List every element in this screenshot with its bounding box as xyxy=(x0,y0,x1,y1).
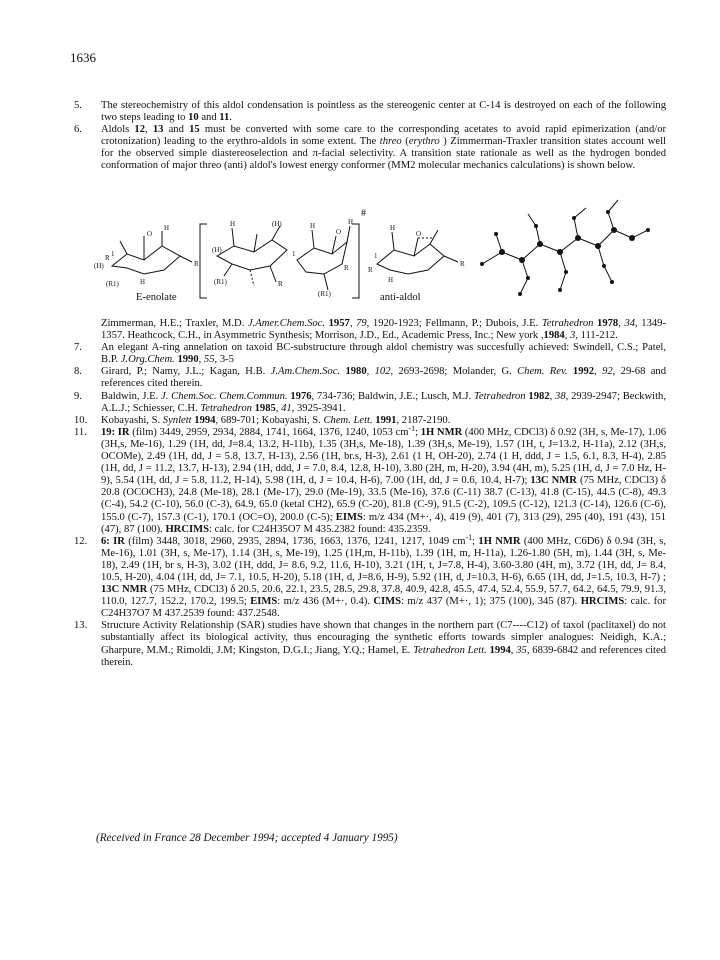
note-6 xyxy=(74,124,666,172)
note-text: Aldols 12, 13 and 15 must be converted with some care to the corresponding acetates to avoid rapid epimerization (and/or crotonization) leading to the erythro-aldols in some extent. The threo (erythro ) Zimmerman-Traxler transition states account well for the observed simple diastereoselection and π-facial selectivity. A transition state rationale as well as the hydrogen bonded conformation of major threo (anti) aldol's lowest energy conformer (MM2 molecular mechanics calculations) is shown below. xyxy=(101,124,667,172)
note-11 xyxy=(74,423,667,536)
atom-label: R xyxy=(194,260,199,268)
note-text: Girard, P.; Namy, J.L.; Kagan, H.B. J.Am.Chem.Soc. 1980, 102, 2693-2698; Molander, G. Chem. Rev. 1992, 92, 29-68 and references cited therein. xyxy=(101,366,667,390)
atom-label: O xyxy=(147,230,153,238)
note-text: The stereochemistry of this aldol condensation is pointless as the stereogenic center at C-14 is destroyed on each of the following two steps leading to 10 and 11. xyxy=(101,100,666,124)
notes-block-bottom xyxy=(74,318,666,669)
notes-block-top xyxy=(74,100,666,173)
atom-label: (R1) xyxy=(318,290,331,298)
note-text: 19: IR (film) 3449, 2959, 2934, 2884, 1741, 1664, 1376, 1240, 1053 $cm^{-1}$; 1H NMR (400 MHz, CDCl3) δ 0.92 (3H, s, Me-17), 1.06 (3H,s, Me-16), 1.29 (1H, dd, J=8.4, 13.2, H-11b), 1.35 (3H,s, Me-18), 1.39 (3H,s, Me-19), 1.57 (1H, t, J=13.2, H-11a), 2.12 (3H,s, OCOMe), 2.49 (1H, dd, J = 5.8, 13.7, H-13), 2.56 (1H, br.s, H-3), 2.61 (1 H, OH-20), 2.74 (1 H, ddd, J = 1.5, 6.1, 8.3, H-4), 2.85 (1H, dd, J = 11.2, 13.7, H-13), 2.94 (1H, ddd, J = 7.0, 8.4, 12.8, H-10), 3.80 (2H, m, H-20), 3.94 (4H, m), 5.25 (1H, d, J = 7.0 Hz, H-9), 5.54 (1H, dd, J = 5.8, 11.2, H-14), 5.98 (1H, d, J = 10.4, H-6), 7.00 (1H, dd, J = 0.6, 10.4, H-7); 13C NMR (75 MHz, CDCl3) δ 20.8 (OCOCH3), 24.8 (Me-18), 28.1 (Me-17), 29.0 (Me-19), 33.5 (Me-16), 37.6 (C-11) 38.7 (C-13), 41.8 (C-15), 44.5 (C-8), 49.3 (C-4), 54.2 (C-10), 56.0 (C-3), 64.9, 65.0 (ketal CH2), 65.9 (C-20), 81.8 (C-9), 91.5 (C-2), 109.5 (C-12), 121.3 (C-14), 126.6 (C-6), 155.0 (C-7), 157.3 (C-1), 170.1 (OC=O), 200.0 (C-5); EIMS: m/z 434 (M+·, 4), 419 (9), 401 (7), 313 (29), 295 (40), 191 (43), 151 (47), 87 (100). HRCIMS: calc. for C24H35O7 M 435.2382 found: 435.2359. xyxy=(101,423,667,535)
atom-label: (H) xyxy=(272,220,282,228)
note-number: 8. xyxy=(74,366,82,378)
note-text: Kobayashi, S. Synlett 1994, 689-701; Kobayashi, S. Chem. Lett. 1991, 2187-2190. xyxy=(101,414,451,426)
atom-label: 1 xyxy=(374,252,378,260)
note-text: An elegant A-ring annelation on taxoid BC-substructure through aldol chemistry was succesfully achieved: Swindell, C.S.; Patel, B.P. J.Org.Chem. 1990, 55, 3-5 xyxy=(101,342,666,366)
atom-label: H xyxy=(140,278,146,286)
atom-label: O xyxy=(336,228,342,236)
note-12 xyxy=(74,532,666,621)
atom-label: (H) xyxy=(212,246,222,254)
note-text: Zimmerman, H.E.; Traxler, M.D. J.Amer.Chem.Soc. 1957, 79, 1920-1923; Fellmann, P.; Dubois, J.E. Tetrahedron 1978, 34, 1349-1357. Heathcock, C.H., in Asymmetric Synthesis; Morrison, J.D., Ed., Academic Press, Inc.; New york ,1984, 3, 111-212. xyxy=(101,318,667,342)
note-text: Structure Activity Relationship (SAR) studies have shown that changes in the northern part (C7----C12) of taxol (paclitaxel) do not substantially affect its biological activity, thus encouraging the synthetic efforts towards simpler analogues: Neidigh, K.A.; Gharpure, M.M.; Rimoldi, J.M; Kingston, D.G.I.; Jiang, Y.Q.; Hamel, E. Tetrahedron Lett. 1994, 35, 6839-6842 and references cited therein. xyxy=(101,620,666,668)
chemical-structures-drawing xyxy=(92,186,672,308)
note-8 xyxy=(74,366,666,390)
atom-label: 1 xyxy=(111,250,115,258)
note-text: Baldwin, J.E. J. Chem.Soc. Chem.Commun. 1976, 734-736; Baldwin, J.E.; Lusch, M.J. Tetrahedron 1982, 38, 2939-2947; Beckwith, A.L.J.; Schiesser, C.H. Tetrahedron 1985, 41, 3925-3941. xyxy=(101,390,666,414)
note-10 xyxy=(74,415,666,427)
page-number: 1636 xyxy=(70,50,96,65)
atom-label: (R1) xyxy=(214,278,227,286)
note-5 xyxy=(74,100,666,124)
atom-label: (R1) xyxy=(106,280,119,288)
received-date-line: (Received in France 28 December 1994; accepted 4 January 1995) xyxy=(96,832,398,844)
figure-label-enolate: E-enolate xyxy=(136,292,177,303)
atom-label: (H) xyxy=(94,262,104,270)
figure-label-anti-aldol: anti-aldol xyxy=(380,292,421,303)
note-number: 7. xyxy=(74,342,82,354)
atom-label: 1 xyxy=(292,250,296,258)
atom-label: R xyxy=(368,266,373,274)
atom-label: O xyxy=(416,230,422,238)
atom-label: H xyxy=(230,220,236,228)
atom-label: R xyxy=(278,280,283,288)
note-number: 13. xyxy=(74,620,88,632)
transition-marker: # xyxy=(361,208,366,219)
note-number: 12. xyxy=(74,535,88,547)
note-text: 6: IR (film) 3448, 3018, 2960, 2935, 2894, 1736, 1663, 1376, 1241, 1217, 1049 $cm^{-1}$; 1H NMR (400 MHz, C6D6) δ 0.94 (3H, s, Me-16), 1.01 (3H, s, Me-17), 1.14 (3H, s, Me-19), 1.25 (1H,m, H-11b), 1.39 (1H, m, H-11a), 1.26-1.80 (5H, m), 1.44 (3H, s, Me-18), 2.49 (1H, br s, H-3), 3.02 (1H, ddd, J= 8.6, 9.2, 11.6, H-10), 3.21 (1H, t, J=7.8, H-4), 3.60-3.80 (4H, m), 3.72 (1H, dd, J= 8.4, 10.5, H-20), 4.04 (1H, dd, J= 7.1, 10.5, H-20), 5.18 (1H, d, J=8.6, H-9), 5.92 (1H, d, J=10.3, H-6), 6.65 (1H, dd, J=1.5, 10.3, H-7) ; 13C NMR (75 MHz, CDCl3) δ 20.5, 20.6, 22.1, 23.5, 28.5, 29.8, 37.8, 40.9, 42.8, 45.5, 47.4, 52.4, 55.9, 57.7, 64.2, 64.5, 79.9, 91.3, 110.0, 127.7, 152.2, 170.2, 199.5; EIMS: m/z 436 (M+·, 0.4). CIMS: m/z 437 (M+·, 1); 375 (100), 345 (87). HRCIMS: calc. for C24H37O7 M 437.2539 found: 437.2548. xyxy=(101,532,666,620)
note-13 xyxy=(74,620,666,668)
atom-label: R xyxy=(344,264,349,272)
transition-state-figure xyxy=(92,186,672,308)
note-7 xyxy=(74,342,666,366)
note-number: 5. xyxy=(74,100,82,111)
note-number: 11. xyxy=(74,426,87,438)
atom-label: H xyxy=(310,222,316,230)
atom-label: H xyxy=(388,276,394,284)
atom-label: H xyxy=(348,218,354,226)
note-number: 6. xyxy=(74,124,82,136)
atom-label: R xyxy=(460,260,465,268)
atom-label: H xyxy=(164,224,170,232)
atom-label: R xyxy=(105,254,110,262)
note-9 xyxy=(74,391,666,415)
atom-label: H xyxy=(390,224,396,232)
note-number: 9. xyxy=(74,390,82,402)
note-number: 10. xyxy=(74,414,88,426)
note-6-references xyxy=(74,318,666,342)
